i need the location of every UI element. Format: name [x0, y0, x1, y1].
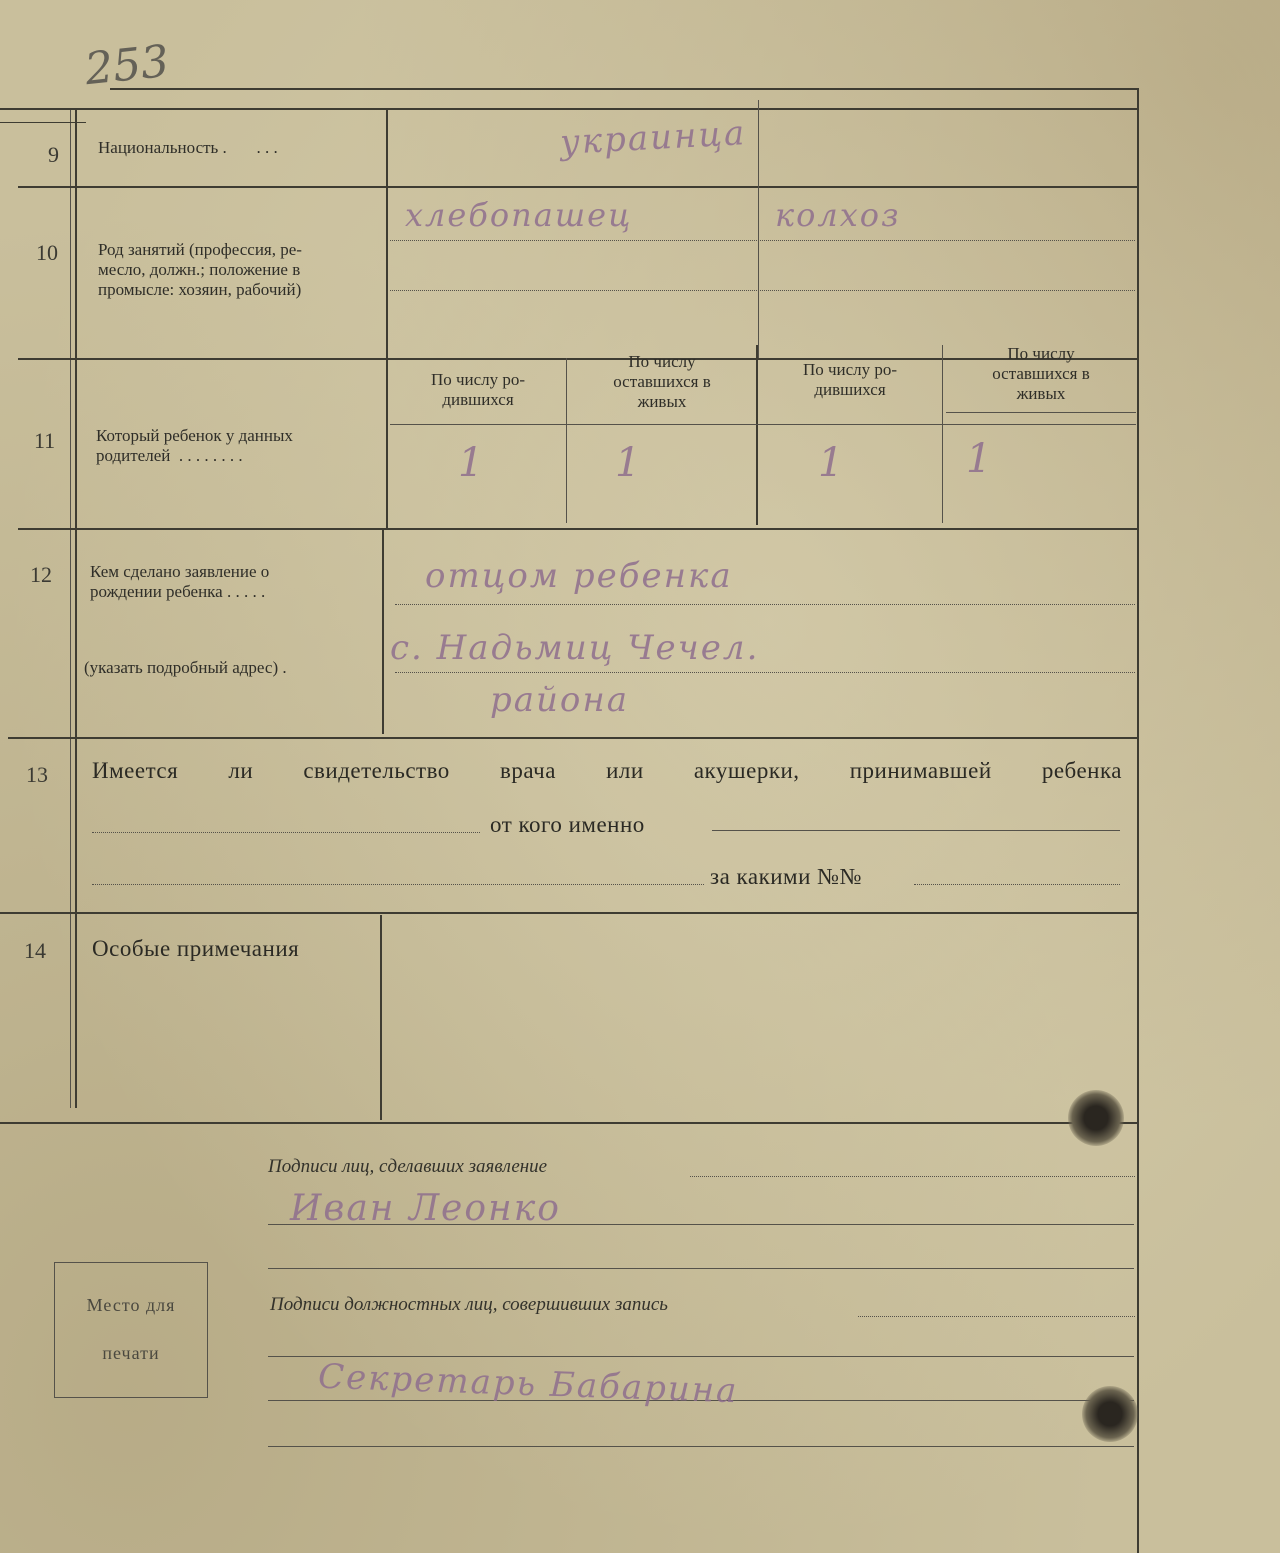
address-value-line2: района [490, 680, 630, 720]
row-number-12: 12 [30, 562, 52, 587]
address-label: (указать подробный адрес) . [84, 658, 287, 677]
stamp-label-line2: печати [102, 1343, 160, 1363]
value-father-living: 1 [615, 440, 643, 486]
certificate-label: Имеется ли свидетельство врача или акушерки, принимавшей ребенка [92, 758, 1122, 783]
official-signature: Секретарь Бабарина [317, 1356, 740, 1412]
officials-signature-label: Подписи должностных лиц, совершивших запись [270, 1294, 668, 1315]
row-number-14: 14 [24, 938, 46, 963]
value-mother-living: 1 [966, 436, 994, 482]
row-number-9: 9 [48, 142, 59, 167]
table-right-border [1137, 88, 1139, 1553]
occupation-value-mother: колхоз [775, 196, 901, 234]
from-whom-label: от кого именно [490, 812, 645, 837]
occupation-value-father: хлебопашец [405, 196, 633, 234]
punch-hole-top [1068, 1090, 1124, 1146]
row-number-11: 11 [34, 428, 56, 453]
header-mother-born: По числу ро- дившихся [802, 360, 898, 399]
header-father-born: По числу ро- дившихся [430, 370, 526, 409]
child-order-label: Который ребенок у данных родителей . . . . . . . . [96, 426, 293, 465]
page-number: 253 [82, 35, 172, 96]
occupation-label: Род занятий (профессия, ре- месло, должн.; положение в промысле: хозяин, рабочий) [98, 240, 302, 299]
numbers-label: за какими №№ [710, 864, 863, 889]
table-top-border [110, 88, 1138, 90]
row-number-10: 10 [36, 240, 58, 265]
punch-hole-bottom [1082, 1386, 1138, 1442]
stamp-label-line1: Место для [86, 1295, 176, 1315]
value-mother-born: 1 [818, 440, 846, 486]
label-column-separator [386, 108, 388, 528]
header-father-living: По числу оставшихся в живых [613, 352, 711, 411]
applicants-signature-label: Подписи лиц, сделавших заявление [268, 1156, 548, 1177]
applicant-signature: Иван Леонко [290, 1188, 561, 1229]
header-mother-living: По числу оставшихся в живых [992, 344, 1090, 403]
number-column-separator [75, 108, 77, 1108]
remarks-label: Особые примечания [92, 936, 300, 961]
nationality-value: украинца [559, 113, 748, 163]
declarant-label: Кем сделано заявление о рождении ребенка . . . . . [90, 562, 270, 601]
stamp-box [54, 1262, 208, 1398]
nationality-label: Национальность . . . . [98, 138, 278, 157]
row-number-13: 13 [26, 762, 48, 787]
value-father-born: 1 [458, 440, 486, 486]
address-value-line1: с. Надьмиц Чечел. [390, 628, 760, 668]
declarant-value: отцом ребенка [425, 556, 733, 596]
